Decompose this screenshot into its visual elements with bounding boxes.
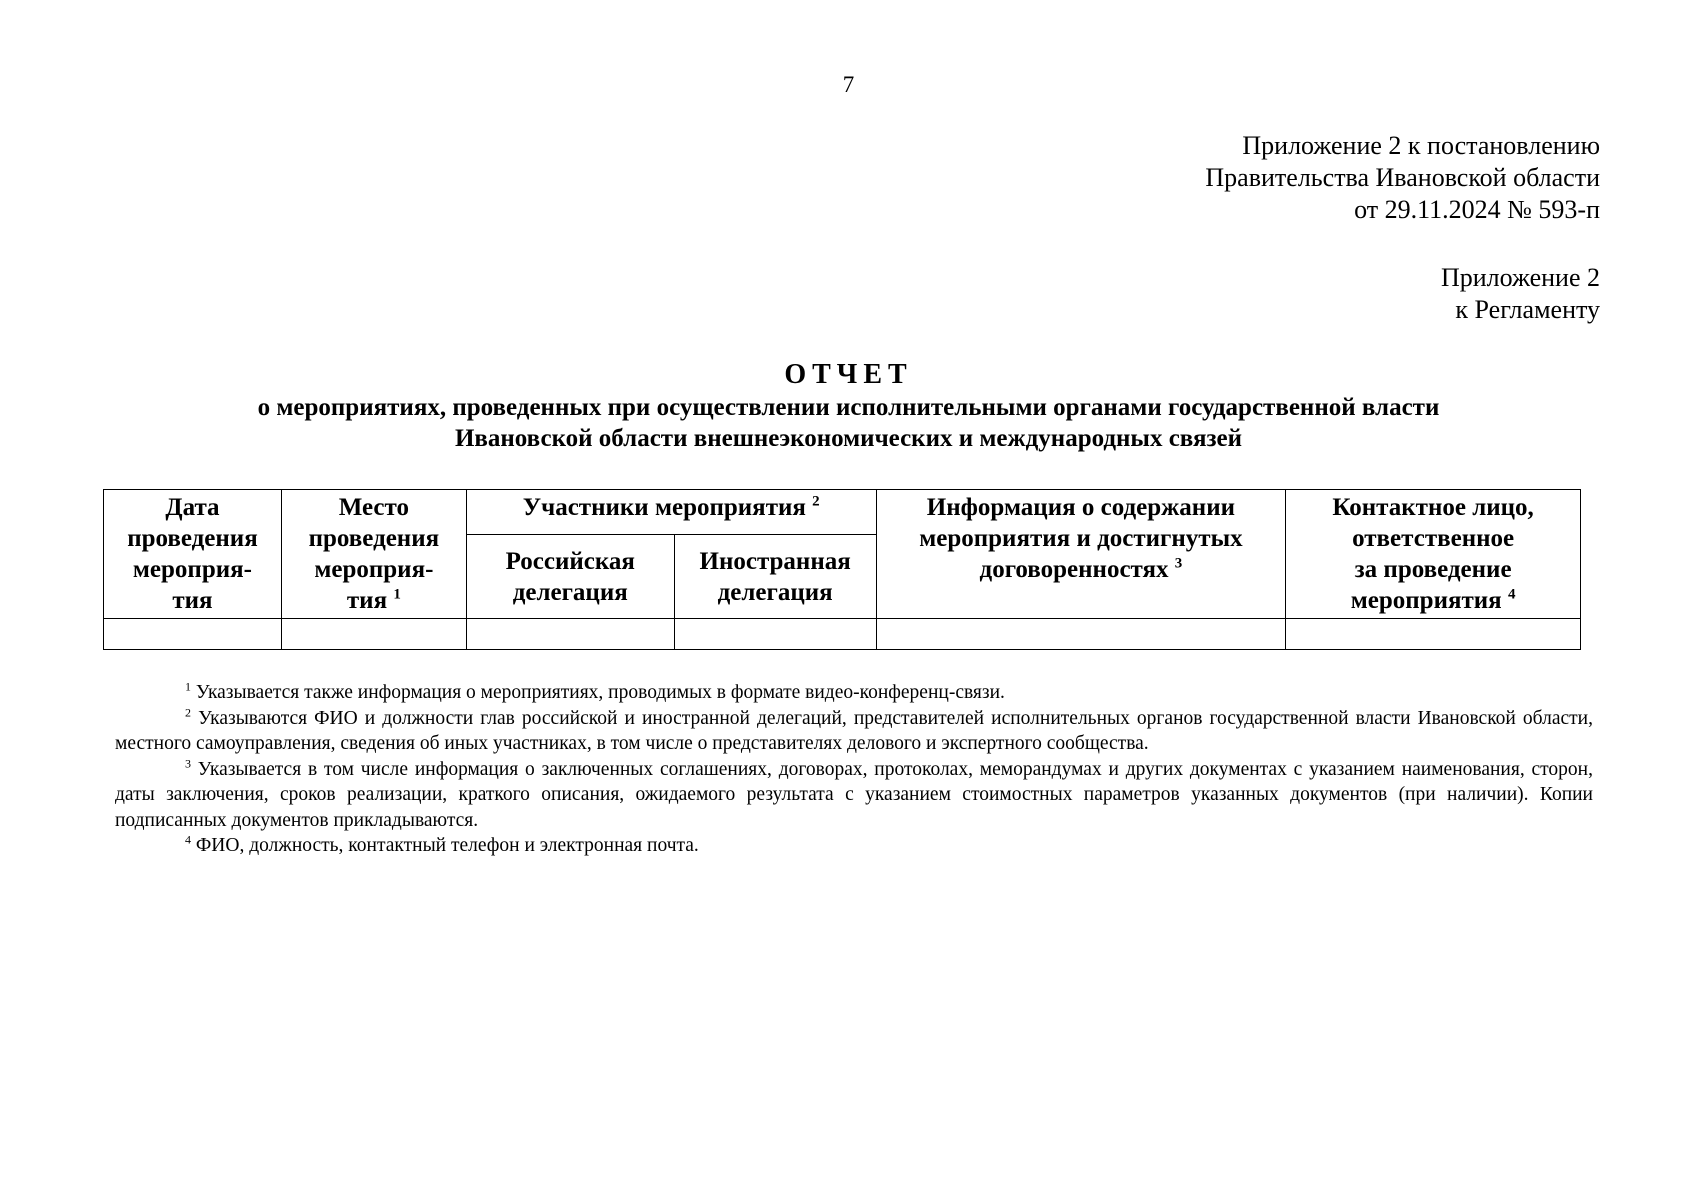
footnote: $^1$ Указывается также информация о мероприятиях, проводимых в формате видео-конференц-связи. [185, 679, 1005, 703]
footnote: $^4$ ФИО, должность, контактный телефон и электронная почта. [185, 832, 699, 856]
title-main: ОТЧЕТ [784, 359, 913, 390]
appendix-line: Приложение 2 [1440, 263, 1600, 292]
footnotes [115, 680, 1593, 859]
title-subtitle-line: Ивановской области внешнеэкономических и международных связей [454, 425, 1243, 452]
footnote-mark: 3 [185, 756, 191, 770]
report-table [103, 489, 1581, 650]
header-contact: Контактное лицо, ответственное за проведение мероприятия $^4$ [1286, 490, 1581, 619]
footnote-ref: 4 [1507, 586, 1516, 603]
header-participants: Участники мероприятия $^2$ [466, 490, 876, 535]
header-russian-delegation: Российская делегация [466, 535, 674, 619]
page-number: 7 [842, 72, 855, 97]
footnote: $^2$ Указываются ФИО и должности глав российской и иностранной делегаций, представителей исполнительных органов государственной власти Ивановской области, местного самоуправления, сведения об иных участниках, в том числе о представителях делового и экспертного сообщества. [115, 705, 1593, 754]
header-foreign-delegation: Иностранная делегация [674, 535, 876, 619]
table-cell [876, 619, 1286, 650]
appendix-to-regulation [1441, 262, 1600, 326]
appendix-line: Приложение 2 к постановлению [1242, 131, 1600, 160]
table-cell [1286, 619, 1581, 650]
appendix-line: от 29.11.2024 № 593-п [1354, 195, 1600, 224]
header-date: Дата проведения мероприя- тия [104, 490, 282, 619]
footnote-mark: 2 [185, 705, 191, 719]
header-place: Место проведения мероприя- тия $^1$ [281, 490, 466, 619]
footnote-ref: 3 [1174, 555, 1183, 572]
table-cell [466, 619, 674, 650]
table-row [104, 619, 1581, 650]
table-header-row [104, 490, 1581, 535]
footnote-ref: 1 [393, 586, 401, 603]
footnote-mark: 4 [185, 832, 191, 847]
table-cell [281, 619, 466, 650]
document-title [0, 358, 1697, 454]
title-subtitle-line: о мероприятиях, проведенных при осуществлении исполнительными органами государственной власти [257, 394, 1440, 421]
table-cell [674, 619, 876, 650]
footnote: $^3$ Указывается в том числе информация о заключенных соглашениях, договорах, протоколах, меморандумах и других документах с указанием наименования, сторон, даты заключения, сроков реализации, краткого описания, ожидаемого результата с указанием стоимостных параметров указанных документов (при наличии). Копии подписанных документов прикладываются. [115, 756, 1593, 831]
appendix-line: Правительства Ивановской области [1205, 163, 1600, 192]
table-cell [104, 619, 282, 650]
appendix-line: к Регламенту [1455, 295, 1600, 324]
footnote-mark: 1 [185, 679, 191, 694]
header-info: Информация о содержании мероприятия и достигнутых договоренностях $^3$ [876, 490, 1286, 619]
footnote-ref: 2 [812, 493, 820, 510]
appendix-to-resolution [1205, 130, 1600, 226]
